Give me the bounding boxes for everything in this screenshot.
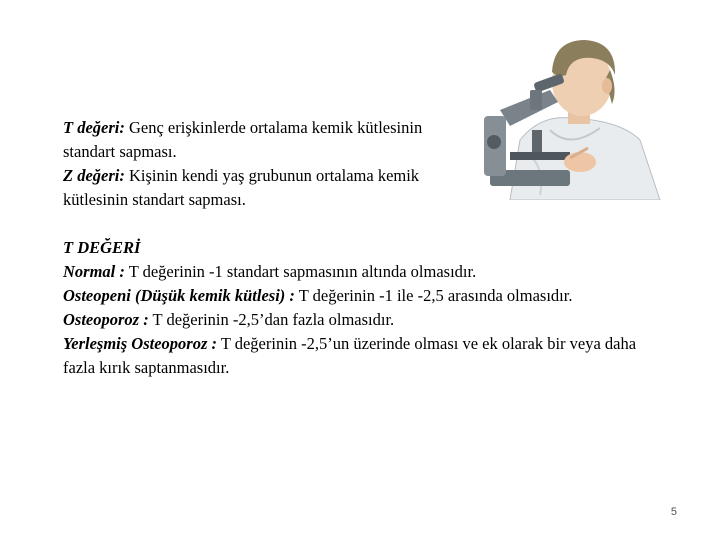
t-score-item-osteopeni	[63, 284, 663, 308]
z-value-definition	[63, 164, 463, 212]
t-score-heading: T DEĞERİ	[63, 238, 141, 257]
item-label: Normal :	[63, 262, 125, 281]
t-value-definition	[63, 116, 463, 164]
item-text: T değerinin -2,5’un üzerinde olması ve ek olarak bir veya daha fazla kırık saptanmasıdır.	[63, 334, 637, 377]
t-value-label: T değeri:	[63, 118, 125, 137]
item-text: T değerinin -1 standart sapmasının altında olmasıdır.	[124, 262, 477, 281]
microscope-researcher-icon	[470, 30, 670, 200]
z-value-label: Z değeri:	[63, 166, 125, 185]
t-score-item-yerlesmis	[63, 332, 663, 380]
t-value-text: Genç erişkinlerde ortalama kemik kütlesinin standart sapması.	[63, 118, 423, 161]
page-number: 5	[670, 506, 677, 518]
t-score-item-osteoporoz	[63, 308, 663, 332]
item-label: Osteoporoz :	[63, 310, 149, 329]
item-label: Yerleşmiş Osteoporoz :	[63, 334, 217, 353]
t-score-block	[63, 236, 663, 380]
t-score-item-normal	[63, 260, 663, 284]
item-text: T değerinin -1 ile -2,5 arasında olmasıdır.	[294, 286, 573, 305]
definitions-block	[63, 116, 463, 212]
item-text: T değerinin -2,5’dan fazla olmasıdır.	[148, 310, 395, 329]
z-value-text: Kişinin kendi yaş grubunun ortalama kemik kütlesinin standart sapması.	[63, 166, 420, 209]
item-label: Osteopeni (Düşük kemik kütlesi) :	[63, 286, 295, 305]
